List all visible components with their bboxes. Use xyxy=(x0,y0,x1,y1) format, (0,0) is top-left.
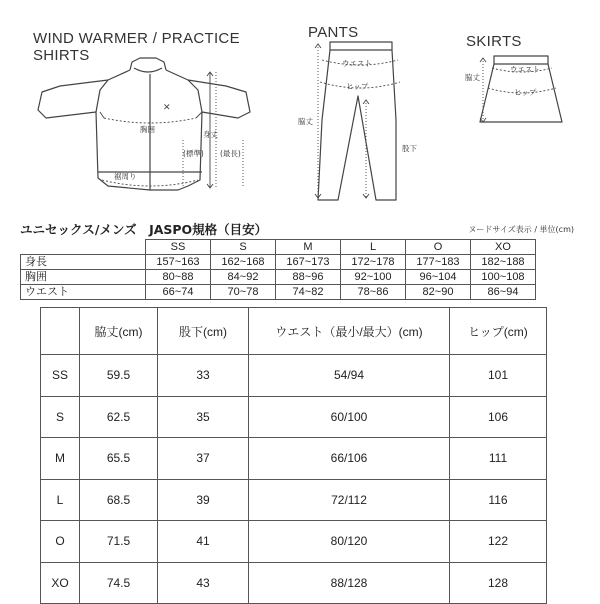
table-cell: 62.5 xyxy=(80,396,158,438)
table-cell: 172~178 xyxy=(341,255,406,270)
table-cell: 80~88 xyxy=(146,270,211,285)
size-cell: L xyxy=(41,479,80,521)
skirt-waist-label: ウエスト xyxy=(510,65,540,74)
table-cell: 157~163 xyxy=(146,255,211,270)
svg-text:✕: ✕ xyxy=(163,103,171,113)
shirts-title-line2: SHIRTS xyxy=(33,47,90,64)
size-header: SS xyxy=(146,240,211,255)
shirt-chest-label: 胸囲 xyxy=(140,125,155,134)
skirt-illustration xyxy=(0,0,600,215)
table-cell: 54/94 xyxy=(249,355,450,397)
table-cell: 167~173 xyxy=(276,255,341,270)
table-cell: 71.5 xyxy=(80,521,158,563)
shirt-long-label: (最長) xyxy=(220,149,241,158)
table-cell: 70~78 xyxy=(211,285,276,300)
table-cell: 84~92 xyxy=(211,270,276,285)
table-cell: 122 xyxy=(450,521,547,563)
table-row xyxy=(41,438,547,480)
pants-hip-label: ヒップ xyxy=(346,82,369,91)
table-cell: 162~168 xyxy=(211,255,276,270)
garment-size-table xyxy=(40,307,547,604)
table-cell: 101 xyxy=(450,355,547,397)
table-cell: 106 xyxy=(450,396,547,438)
unisex-size-table xyxy=(20,239,536,300)
table-cell: 66~74 xyxy=(146,285,211,300)
pants-side-length-label: 脇丈 xyxy=(298,117,313,126)
size-cell: M xyxy=(41,438,80,480)
table-cell: 33 xyxy=(158,355,249,397)
column-header: ヒップ(cm) xyxy=(450,308,547,355)
table-row xyxy=(41,562,547,604)
table-cell: 88/128 xyxy=(249,562,450,604)
pants-title: PANTS xyxy=(308,24,359,41)
size-header: S xyxy=(211,240,276,255)
pants-inseam-label: 股下 xyxy=(402,144,417,153)
shirt-hem-label: 裾周り xyxy=(114,172,137,181)
size-cell: S xyxy=(41,396,80,438)
size-cell: O xyxy=(41,521,80,563)
row-label: 胸囲 xyxy=(21,270,146,285)
table-row xyxy=(41,479,547,521)
table-cell: 80/120 xyxy=(249,521,450,563)
column-header xyxy=(41,308,80,355)
table-row xyxy=(21,285,536,300)
size-header: O xyxy=(406,240,471,255)
table-row xyxy=(41,355,547,397)
table-cell: 37 xyxy=(158,438,249,480)
table-cell: 35 xyxy=(158,396,249,438)
table-cell: 43 xyxy=(158,562,249,604)
pants-waist-label: ウエスト xyxy=(342,59,372,68)
table-cell: 182~188 xyxy=(471,255,536,270)
size-header: M xyxy=(276,240,341,255)
table-cell: 74~82 xyxy=(276,285,341,300)
table-row xyxy=(41,521,547,563)
table-cell: 72/112 xyxy=(249,479,450,521)
column-header: ウエスト（最小/最大）(cm) xyxy=(249,308,450,355)
shirts-title-line1: WIND WARMER / PRACTICE xyxy=(33,30,240,47)
table-cell: 41 xyxy=(158,521,249,563)
table-row xyxy=(41,396,547,438)
table-row xyxy=(21,270,536,285)
shirt-body-length-label: 身丈 xyxy=(203,130,218,139)
table-cell: 66/106 xyxy=(249,438,450,480)
size-header: L xyxy=(341,240,406,255)
skirt-hip-label: ヒップ xyxy=(514,88,537,97)
skirts-title: SKIRTS xyxy=(466,33,522,50)
table-cell: 74.5 xyxy=(80,562,158,604)
garment-header-row xyxy=(41,308,547,355)
table-cell: 39 xyxy=(158,479,249,521)
header-corner xyxy=(21,240,146,255)
table-cell: 128 xyxy=(450,562,547,604)
table-cell: 60/100 xyxy=(249,396,450,438)
table-cell: 92~100 xyxy=(341,270,406,285)
size-header: XO xyxy=(471,240,536,255)
table-cell: 78~86 xyxy=(341,285,406,300)
table-cell: 65.5 xyxy=(80,438,158,480)
table-cell: 100~108 xyxy=(471,270,536,285)
table-cell: 68.5 xyxy=(80,479,158,521)
size-cell: XO xyxy=(41,562,80,604)
table-row xyxy=(21,255,536,270)
row-label: ウエスト xyxy=(21,285,146,300)
table-cell: 59.5 xyxy=(80,355,158,397)
row-label: 身長 xyxy=(21,255,146,270)
table-cell: 82~90 xyxy=(406,285,471,300)
unisex-header-row xyxy=(21,240,536,255)
unisex-table-note: ヌードサイズ表示 / 単位(cm) xyxy=(468,225,574,234)
skirt-side-length-label: 脇丈 xyxy=(465,73,480,82)
unisex-table-title: ユニセックス/メンズ JASPO規格（目安） xyxy=(20,222,268,237)
column-header: 股下(cm) xyxy=(158,308,249,355)
table-cell: 88~96 xyxy=(276,270,341,285)
table-cell: 116 xyxy=(450,479,547,521)
table-cell: 177~183 xyxy=(406,255,471,270)
table-cell: 96~104 xyxy=(406,270,471,285)
shirt-standard-label: (標準) xyxy=(183,149,204,158)
column-header: 脇丈(cm) xyxy=(80,308,158,355)
table-cell: 111 xyxy=(450,438,547,480)
table-cell: 86~94 xyxy=(471,285,536,300)
size-cell: SS xyxy=(41,355,80,397)
